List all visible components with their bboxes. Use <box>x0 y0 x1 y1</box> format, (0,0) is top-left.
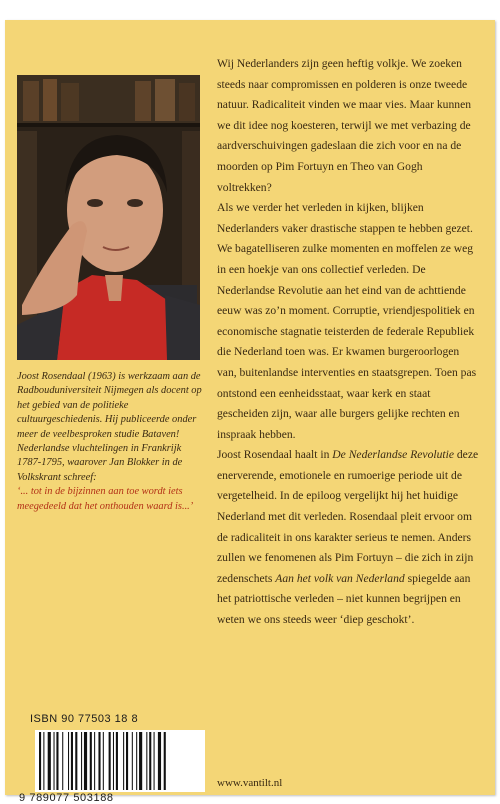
author-bio <box>17 370 205 514</box>
author-photo <box>17 75 200 360</box>
blurb-paragraph-1: Wij Nederlanders zijn geen heftig volkje. We zoeken steeds naar compromissen en polderen is onze tweede natuur. Radicaliteit vinden we maar vies. Maar kunnen we dit idee nog koesteren, terwijl we met verbazing de aardverschuivingen gadeslaan die zich voor en na de moorden op Pim Fortuyn en Theo van Gogh voltrekken? <box>217 57 472 194</box>
author-bio-quote: ‘... tot in de bijzinnen aan toe wordt iets meegedeeld dat het onthouden waard is...’ <box>17 486 194 512</box>
barcode-digits: 9 789077 503188 <box>19 792 114 804</box>
blurb-p3-part-a: Joost Rosendaal haalt in <box>217 448 333 462</box>
blurb-p3-part-c: spiegelde aan het patriottische verleden – niet kunnen begrijpen en weten we ons steeds weer ‘diep geschokt’. <box>217 571 471 627</box>
blurb-p3-part-b: deze enerverende, emotionele en rumoerige periode uit de vergetelheid. In de epiloog vergelijkt hij het huidige Nederland met dit verleden. Rosendaal pleit ervoor om de radicaliteit in ons karakter serieus te nemen. Anders zullen we fenomenen als Pim Fortuyn – die zich in zijn zedenschets <box>217 448 479 585</box>
back-cover <box>5 20 495 804</box>
pamphlet-title-mention: Aan het volk van Nederland <box>275 571 405 585</box>
publisher-url[interactable]: www.vantilt.nl <box>217 777 283 789</box>
blurb <box>217 54 479 631</box>
isbn-label: ISBN 90 77503 18 8 <box>30 713 139 725</box>
blurb-paragraph-3 <box>217 445 479 630</box>
barcode <box>35 730 205 792</box>
book-title-mention: De Nederlandse Revolutie <box>332 448 454 462</box>
author-bio-text: Joost Rosendaal (1963) is werkzaam aan de Radbouduniversiteit Nijmegen als docent op het gebied van de politieke cultuurgeschiedenis. Hij publiceerde onder meer de veelbesproken studie Bataven! Nederlandse vluchtelingen in Frankrijk 1787-1795, waarover Jan Blokker in de Volkskrant schreef: <box>17 371 202 483</box>
blurb-paragraph-2: Als we verder het verleden in kijken, blijken Nederlanders vaker drastische stappen te hebben gezet. We bagatelliseren zulke momenten en moffelen ze weg in een hoekje van ons collectief verleden. De Nederlandse Revolutie aan het eind van de achttiende eeuw was zo’n moment. Corruptie, vriendjespolitiek en economische stagnatie teisterden de federale Republiek die Nederland toen was. Er kwamen burgeroorlogen van, buitenlandse interventies en staatsgrepen. Toen pas ontstond een eenheidsstaat, waar kerk en staat gescheiden zijn, waar alle burgers gelijke rechten en inspraak hebben. <box>217 201 477 441</box>
